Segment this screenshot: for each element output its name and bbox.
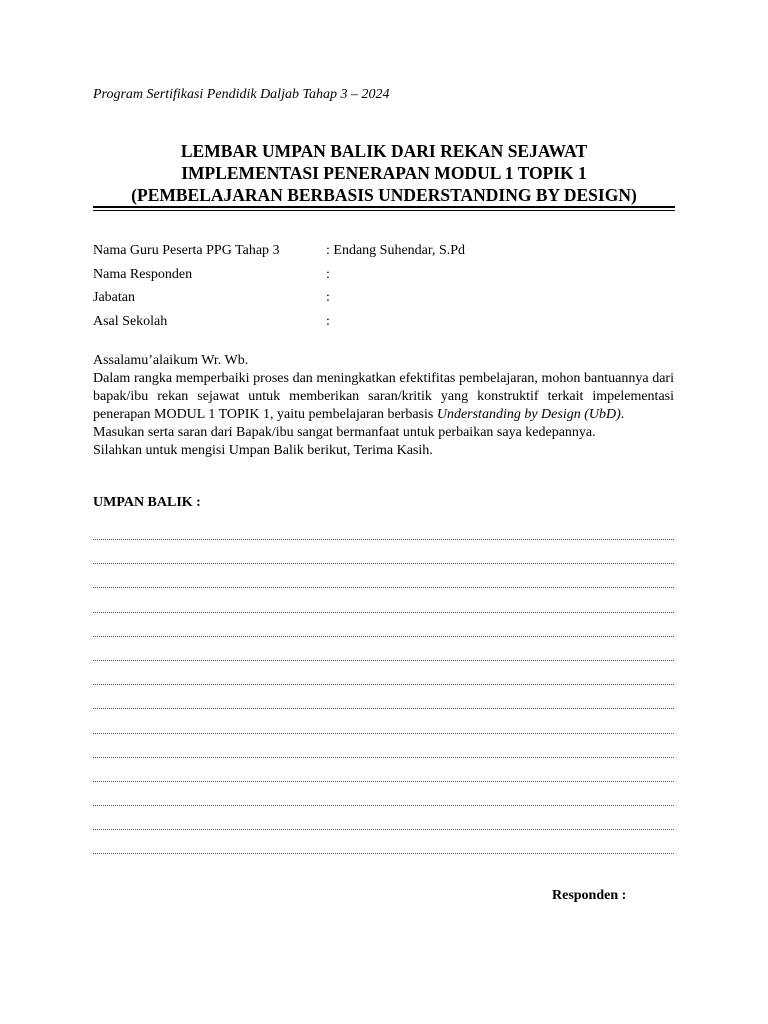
letter-paragraph (93, 370, 674, 424)
program-header-note: Program Sertifikasi Pendidik Daljab Tahap 3 – 2024 (93, 87, 390, 102)
identity-value: : (326, 313, 330, 329)
feedback-dotted-line (93, 625, 674, 649)
letter-greeting: Assalamu’alaikum Wr. Wb. (93, 353, 249, 368)
feedback-dotted-line (93, 842, 674, 866)
identity-label: Nama Guru Peserta PPG Tahap 3 (93, 243, 280, 258)
feedback-dotted-line (93, 528, 674, 552)
feedback-dotted-line (93, 746, 674, 770)
letter-paragraph-end: . (620, 407, 625, 422)
feedback-dotted-line (93, 818, 674, 842)
title-divider-thick (93, 206, 675, 208)
title-line-3: (PEMBELAJARAN BERBASIS UNDERSTANDING BY DESIGN) (131, 185, 637, 205)
identity-section (93, 242, 675, 336)
title-line-2: IMPLEMENTASI PENERAPAN MODUL 1 TOPIK 1 (181, 163, 587, 183)
feedback-lines (93, 528, 674, 867)
identity-value: : Endang Suhendar, S.Pd (326, 243, 466, 258)
title-divider-thin (93, 210, 675, 211)
feedback-dotted-line (93, 697, 674, 721)
identity-label: Jabatan (93, 290, 135, 305)
identity-label: Asal Sekolah (93, 313, 168, 329)
letter-paragraph-main: Dalam rangka memperbaiki proses dan meningkatkan efektifitas pembelajaran, mohon bantuannya dari bapak/ibu rekan sejawat untuk memberikan saran/kritik yang konstruktif terkait impelementasi penerapan MODUL 1 TOPIK 1, yaitu pembelajaran berbasis (93, 371, 674, 422)
feedback-dotted-line (93, 601, 674, 625)
feedback-dotted-line (93, 576, 674, 600)
identity-row-position (93, 289, 675, 313)
letter-closing-line: Silahkan untuk mengisi Umpan Balik berikut, Terima Kasih. (93, 443, 433, 458)
feedback-dotted-line (93, 649, 674, 673)
identity-value: : (326, 290, 330, 305)
identity-row-school (93, 313, 675, 337)
identity-label: Nama Responden (93, 266, 193, 282)
feedback-dotted-line (93, 794, 674, 818)
identity-value: : (326, 266, 330, 282)
letter-paragraph-italic: Understanding by Design (UbD) (436, 407, 621, 422)
identity-row-respondent (93, 266, 675, 290)
letter-body (93, 352, 674, 460)
document-title (93, 140, 675, 206)
feedback-dotted-line (93, 552, 674, 576)
letter-suggestion-line: Masukan serta saran dari Bapak/ibu sangat bermanfaat untuk perbaikan saya kedepannya. (93, 425, 596, 440)
identity-row-teacher (93, 242, 675, 266)
feedback-dotted-line (93, 770, 674, 794)
feedback-dotted-line (93, 673, 674, 697)
feedback-dotted-line (93, 722, 674, 746)
respondent-signature-label: Responden : (552, 888, 627, 903)
title-line-1: LEMBAR UMPAN BALIK DARI REKAN SEJAWAT (180, 141, 588, 161)
feedback-heading: UMPAN BALIK : (93, 495, 201, 510)
